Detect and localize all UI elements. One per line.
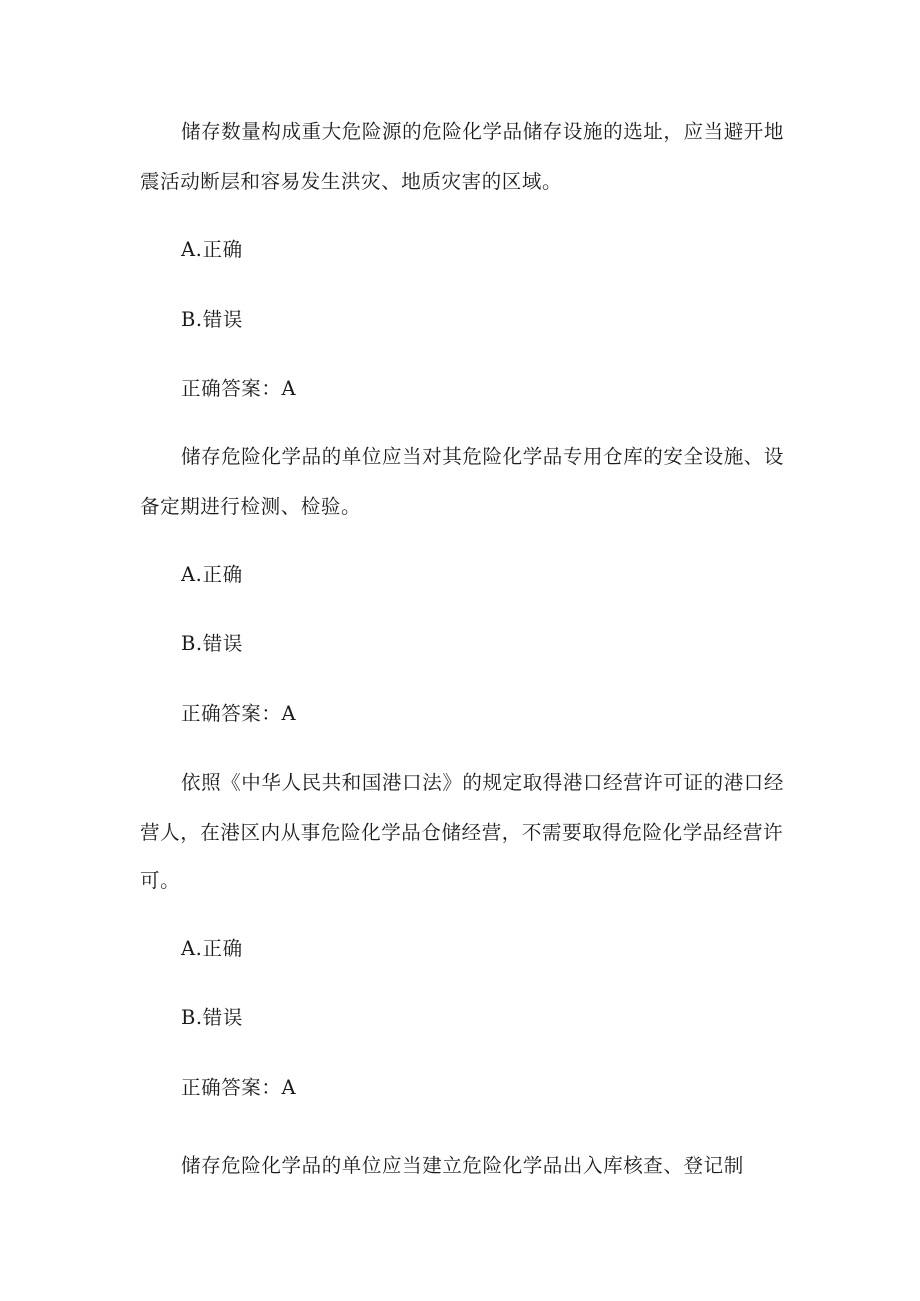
question-1-answer: 正确答案：A xyxy=(181,377,297,400)
question-2-option-b: B.错误 xyxy=(181,632,243,655)
question-1-option-b: B.错误 xyxy=(181,308,243,331)
question-4-stem-line-1: 储存危险化学品的单位应当建立危险化学品出入库核查、登记制 xyxy=(181,1154,744,1177)
question-3-stem-line-2: 营人，在港区内从事危险化学品仓储经营，不需要取得危险化学品经营许 xyxy=(140,821,784,844)
question-3-stem-line-3: 可。 xyxy=(140,869,181,892)
question-1-stem-line-1: 储存数量构成重大危险源的危险化学品储存设施的选址，应当避开地 xyxy=(181,120,785,143)
question-2-answer: 正确答案：A xyxy=(181,702,297,725)
question-2-stem-line-1: 储存危险化学品的单位应当对其危险化学品专用仓库的安全设施、设 xyxy=(181,445,785,468)
question-3-stem-line-1: 依照《中华人民共和国港口法》的规定取得港口经营许可证的港口经 xyxy=(181,771,785,794)
question-2-stem-line-2: 备定期进行检测、检验。 xyxy=(140,495,362,518)
question-3-option-b: B.错误 xyxy=(181,1006,243,1029)
question-2-option-a: A.正确 xyxy=(181,563,243,586)
question-3-answer: 正确答案：A xyxy=(181,1076,297,1099)
question-1-stem-line-2: 震活动断层和容易发生洪灾、地质灾害的区域。 xyxy=(140,170,563,193)
question-1-option-a: A.正确 xyxy=(181,238,243,261)
question-3-option-a: A.正确 xyxy=(181,937,243,960)
